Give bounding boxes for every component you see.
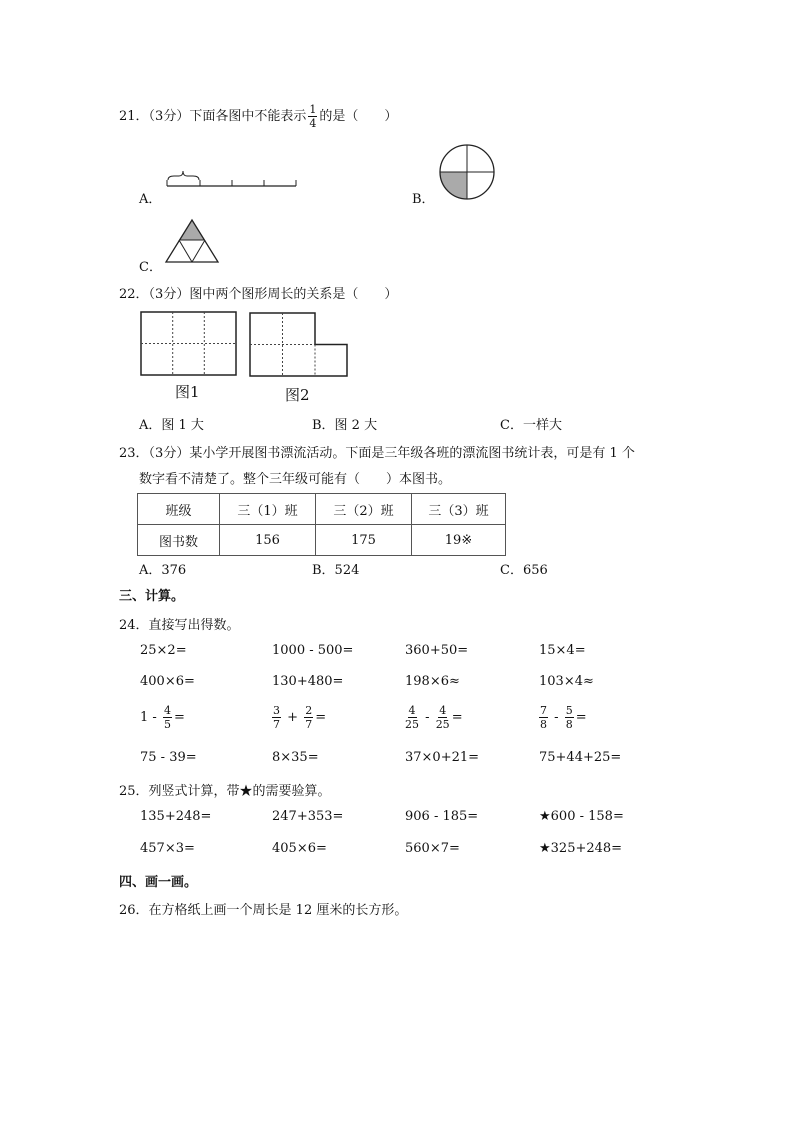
q21-option-b: B． (412, 192, 435, 207)
q23-question-line2: 数字看不清楚了。整个三年级可能有（ ）本图书。 (139, 472, 452, 487)
q24-expr: 1000 - 500= (272, 643, 354, 658)
q25-expr: ★325+248= (539, 841, 623, 856)
q23-option-b: B．524 (312, 563, 360, 578)
table-cell: 156 (220, 525, 316, 556)
q25-expr: 906 - 185= (405, 809, 479, 824)
q22-option-a: A．图 1 大 (139, 418, 204, 433)
q24-expr: 103×4≈ (539, 674, 594, 689)
q24-fraction-expr-4: $\frac{7}{8}$ - $\frac{5}{8}$ = (540, 704, 587, 731)
q21-figure-a-segment (166, 170, 298, 192)
table-cell: 图书数 (138, 525, 220, 556)
q24-expr: 25×2= (140, 643, 187, 658)
q24-fraction-expr-1: 1 - $\frac{4}{5}$ = (140, 704, 185, 731)
q26-question: 26．在方格纸上画一个周长是 12 厘米的长方形。 (119, 903, 408, 918)
q24-expr: 15×4= (539, 643, 586, 658)
q24-fraction-expr-3: $\frac{4}{25}$ - $\frac{4}{25}$ = (405, 704, 463, 731)
q21-fraction: $\frac{1}{4}$ (309, 103, 317, 130)
section-3-heading: 三、计算。 (119, 589, 185, 604)
q21-prefix: 21．（3分）下面各图中不能表示 (119, 109, 307, 124)
q24-expr: 400×6= (140, 674, 195, 689)
q22-option-c: C．一样大 (500, 418, 562, 433)
q24-expr: 8×35= (272, 750, 319, 765)
q21-figure-c-triangle (164, 218, 220, 264)
q21-option-a: A． (139, 192, 162, 207)
q22-figure-2-label: 图2 (285, 386, 310, 404)
q22-figure-1 (140, 311, 238, 377)
q24-expr: 198×6≈ (405, 674, 460, 689)
q22-figure-2 (249, 312, 349, 378)
q25-expr: 560×7= (405, 841, 460, 856)
q22-option-b: B．图 2 大 (312, 418, 378, 433)
q25-expr: 247+353= (272, 809, 344, 824)
q25-expr: 405×6= (272, 841, 327, 856)
q23-question-line1: 23．（3分）某小学开展图书漂流活动。下面是三年级各班的漂流图书统计表，可是有 1 个 (119, 446, 635, 461)
q21-figure-b-circle (438, 143, 496, 201)
q22-figure-1-label: 图1 (175, 383, 200, 401)
table-cell: 三（3）班 (412, 494, 506, 525)
q21-suffix: 的是（ ） (319, 109, 398, 124)
table-cell: 三（1）班 (220, 494, 316, 525)
q24-expr: 37×0+21= (405, 750, 480, 765)
q25-expr: 457×3= (140, 841, 195, 856)
q24-expr: 130+480= (272, 674, 344, 689)
q25-title: 25．列竖式计算，带★的需要验算。 (119, 784, 331, 799)
q23-book-table (137, 493, 506, 556)
q23-option-c: C．656 (500, 563, 548, 578)
table-row (138, 525, 506, 556)
q25-expr: ★600 - 158= (539, 809, 624, 824)
q24-expr: 75 - 39= (140, 750, 197, 765)
table-header-row (138, 494, 506, 525)
q21-option-c: C． (139, 260, 162, 275)
q23-option-a: A．376 (139, 563, 187, 578)
q24-fraction-expr-2: $\frac{3}{7}$ + $\frac{2}{7}$ = (273, 704, 327, 731)
section-4-heading: 四、画一画。 (119, 875, 198, 890)
table-cell: 19※ (412, 525, 506, 556)
table-cell: 175 (316, 525, 412, 556)
q24-expr: 75+44+25= (539, 750, 622, 765)
table-cell: 三（2）班 (316, 494, 412, 525)
q21-question (119, 104, 397, 129)
q24-title: 24．直接写出得数。 (119, 618, 240, 633)
table-cell: 班级 (138, 494, 220, 525)
q22-question: 22．（3分）图中两个图形周长的关系是（ ） (119, 287, 398, 302)
q25-expr: 135+248= (140, 809, 212, 824)
q24-expr: 360+50= (405, 643, 469, 658)
